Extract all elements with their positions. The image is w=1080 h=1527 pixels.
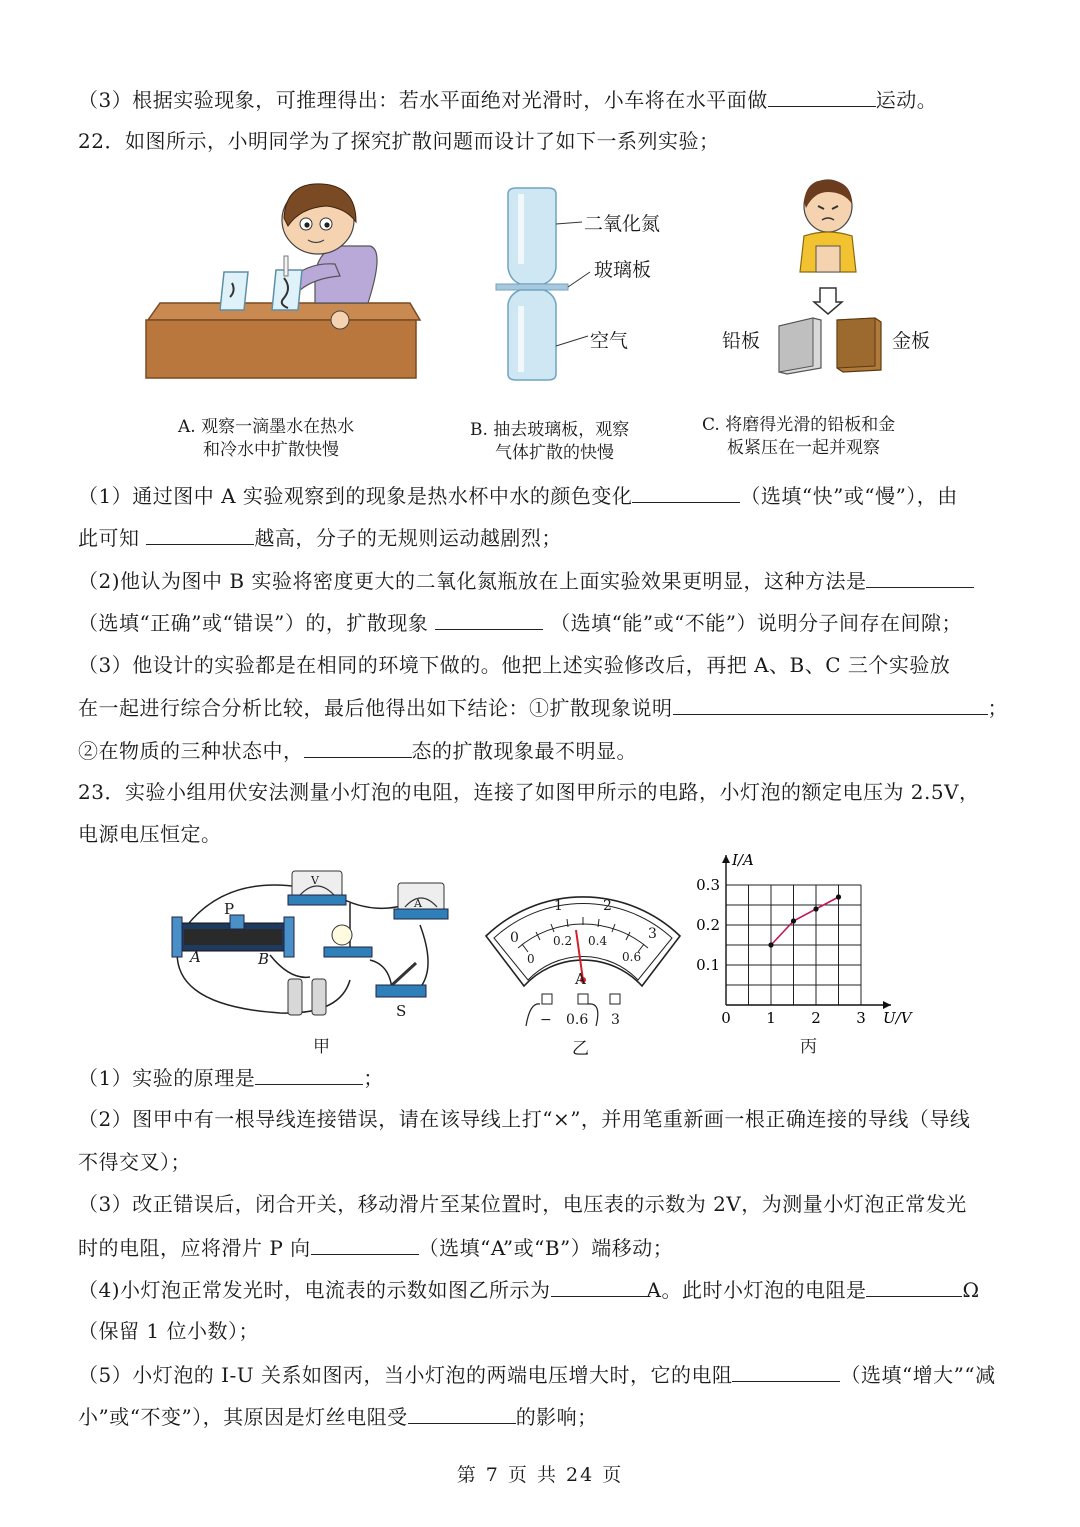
answer-blank[interactable] (146, 522, 254, 545)
scale-top-1: 1 (554, 898, 563, 914)
label-air: 空气 (590, 330, 629, 352)
caption-a: A. 观察一滴墨水在热水 和冷水中扩散快慢 (178, 417, 355, 460)
q23-intro-1: 23．实验小组用伏安法测量小灯泡的电阻，连接了如图甲所示的电路，小灯泡的额定电压为 2.5V， (78, 780, 980, 804)
q22-item3-b: 在一起进行综合分析比较，最后他得出如下结论：①扩散现象说明 ； (78, 692, 1008, 723)
figure-bing-iu-chart (690, 850, 920, 1050)
answer-blank[interactable] (866, 565, 974, 588)
q23-item5-b: 小”或“不变”），其原因是灯丝电阻受 的影响； (78, 1401, 598, 1432)
scale-bot-0: 0 (527, 952, 535, 966)
x-tick-label: 0 (721, 1009, 731, 1027)
terminal-3: 3 (611, 1012, 620, 1028)
answer-blank[interactable] (732, 1359, 840, 1382)
q22-item3-a: （3）他设计的实验都是在相同的环境下做的。他把上述实验修改后，再把 A、B、C 三个实验放 (78, 653, 951, 677)
iu-curve (771, 897, 839, 945)
y-tick-label: 0.3 (696, 876, 720, 894)
label-switch-S: S (396, 1002, 407, 1020)
answer-blank[interactable] (866, 1274, 962, 1297)
label-ammeter: A (414, 897, 422, 910)
x-axis-arrow (883, 1001, 891, 1009)
q22-item2-a: （2)他认为图中 B 实验将密度更大的二氧化氮瓶放在上面实验效果更明显，这种方法是 (78, 565, 974, 596)
y-tick-label: 0.1 (696, 956, 720, 974)
label-slider-P: P (224, 900, 235, 918)
label-voltmeter: V (311, 874, 319, 887)
answer-blank[interactable] (255, 1062, 363, 1085)
answer-blank[interactable] (673, 692, 988, 715)
label-no2: 二氧化氮 (584, 213, 661, 235)
answer-blank[interactable] (551, 1274, 647, 1297)
answer-blank[interactable] (632, 480, 740, 503)
label-yi: 乙 (572, 1039, 589, 1059)
q21-item3: （3）根据实验现象，可推理得出：若水平面绝对光滑时，小车将在水平面做 运动。 (78, 84, 937, 115)
data-point (813, 906, 818, 911)
answer-blank[interactable] (435, 607, 543, 630)
q23-intro-2: 电源电压恒定。 (78, 822, 222, 846)
terminal-minus: − (540, 1012, 552, 1028)
plates-pair (775, 316, 885, 376)
label-gold-plate: 金板 (892, 330, 931, 352)
q23-item3-a: （3）改正错误后，闭合开关，移动滑片至某位置时，电压表的示数为 2V，为测量小灯泡正常发光 (78, 1192, 967, 1216)
x-tick-label: 1 (766, 1009, 776, 1027)
q22-item1-b: 此可知 越高，分子的无规则运动越剧烈； (78, 522, 562, 553)
answer-blank[interactable] (304, 735, 412, 758)
x-axis-label: U/V (883, 1009, 912, 1027)
page-footer: 第 7 页 共 24 页 (456, 1464, 624, 1486)
scale-bot-04: 0.4 (588, 934, 608, 948)
label-jia: 甲 (313, 1037, 330, 1057)
label-lead-plate: 铅板 (722, 330, 761, 352)
figure-b-gas-diffusion (490, 188, 580, 383)
scale-top-3: 3 (648, 926, 657, 942)
q22-item1-a: （1）通过图中 A 实验观察到的现象是热水杯中水的颜色变化 （选填“快”或“慢”），由 (78, 480, 958, 511)
terminal-0-6: 0.6 (566, 1012, 589, 1028)
scale-bot-02: 0.2 (553, 934, 573, 948)
y-tick-label: 0.2 (696, 916, 720, 934)
data-point (836, 894, 841, 899)
scale-bot-06: 0.6 (622, 950, 642, 964)
caption-b: B. 抽去玻璃板，观察 气体扩散的快慢 (470, 420, 630, 463)
q23-item2-b: 不得交叉）； (78, 1150, 191, 1174)
label-glass-plate: 玻璃板 (594, 259, 652, 281)
q23-item3-b: 时的电阻，应将滑片 P 向 （选填“A”或“B”）端移动； (78, 1232, 673, 1263)
figure-a-ink-diffusion (140, 178, 430, 388)
y-axis-arrow (722, 855, 730, 863)
scale-top-2: 2 (603, 898, 612, 914)
data-point (791, 918, 796, 923)
answer-blank[interactable] (768, 84, 876, 107)
q23-item4-b: （保留 1 位小数）； (78, 1319, 259, 1343)
scale-top-0: 0 (510, 930, 519, 946)
answer-blank[interactable] (311, 1232, 419, 1255)
answer-blank[interactable] (408, 1401, 516, 1424)
q23-item4-a: （4)小灯泡正常发光时，电流表的示数如图乙所示为 A。此时小灯泡的电阻是 Ω (78, 1274, 980, 1305)
meter-unit-A: A (575, 970, 586, 988)
q23-item1: （1）实验的原理是 ； (78, 1062, 384, 1093)
y-axis-label: I/A (732, 851, 754, 869)
label-bing: 丙 (800, 1037, 817, 1057)
data-point (768, 942, 773, 947)
label-terminal-A: A (190, 948, 201, 966)
figure-jia-circuit (160, 855, 450, 1030)
q23-item2-a: （2）图甲中有一根导线连接错误，请在该导线上打“×”，并用笔重新画一根正确连接的导线（导线 (78, 1107, 971, 1131)
q22-intro: 22．如图所示，小明同学为了探究扩散问题而设计了如下一系列实验； (78, 129, 720, 153)
x-tick-label: 2 (811, 1009, 821, 1027)
q23-item5-a: （5）小灯泡的 I-U 关系如图丙，当小灯泡的两端电压增大时，它的电阻 （选填“增大”“减 (78, 1359, 996, 1390)
q22-item3-c: ②在物质的三种状态中， 态的扩散现象最不明显。 (78, 735, 637, 766)
q22-item2-b: （选填“正确”或“错误”）的，扩散现象 （选填“能”或“不能”）说明分子间存在间隙； (78, 607, 962, 638)
x-tick-label: 3 (856, 1009, 866, 1027)
caption-c: C. 将磨得光滑的铅板和金 板紧压在一起并观察 (702, 415, 896, 458)
label-terminal-B: B (258, 950, 270, 968)
